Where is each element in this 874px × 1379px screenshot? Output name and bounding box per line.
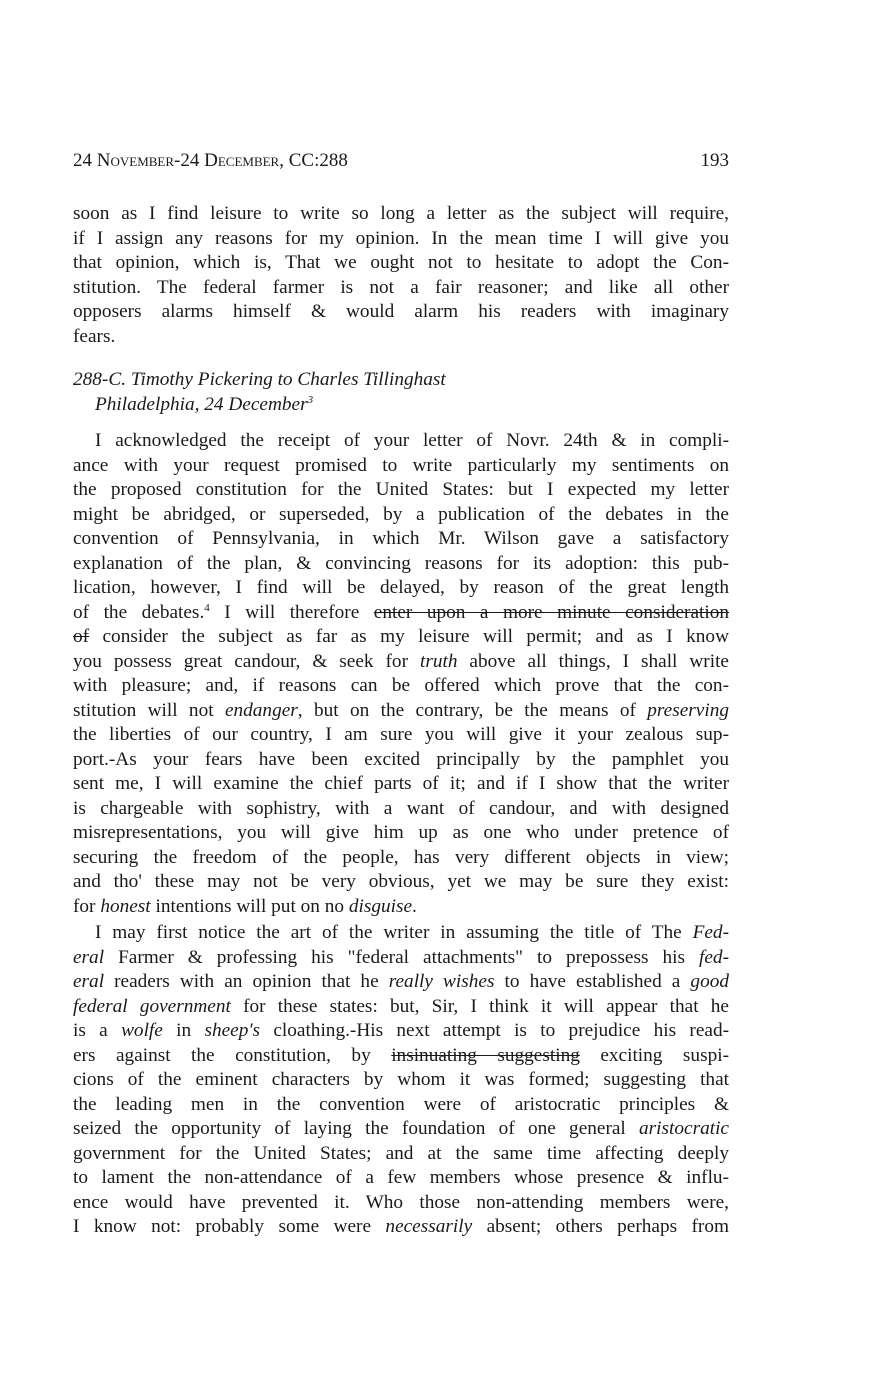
text-line: ers against the constitution, by insinuating suggesting exciting suspi- [73,1045,729,1066]
text-line: government for the United States; and at the same time affecting deeply [73,1143,729,1164]
text-line: of consider the subject as far as my leisure will permit; and as I know [73,626,729,647]
text-line: securing the freedom of the people, has very different objects in view; [73,847,729,868]
text-line: eral readers with an opinion that he really wishes to have established a good [73,971,729,992]
text-line: I know not: probably some were necessarily absent; others perhaps from [73,1216,729,1237]
footnote-ref: 3 [307,394,314,406]
text-line: that opinion, which is, That we ought not to hesitate to adopt the Con- [73,252,729,273]
text-line: to lament the non-attendance of a few members whose presence & influ- [73,1167,729,1188]
text-line: might be abridged, or superseded, by a publication of the debates in the [73,504,729,525]
text-line: ance with your request promised to write particularly my sentiments on [73,455,729,476]
text-line: stitution will not endanger, but on the contrary, be the means of preserving [73,700,729,721]
text-line: you possess great candour, & seek for truth above all things, I shall write [73,651,729,672]
text-line: is chargeable with sophistry, with a want of candour, and with designed [73,798,729,819]
text-line: I may first notice the art of the writer in assuming the title of The Fed- [95,922,729,943]
text-line: with pleasure; and, if reasons can be offered which prove that the con- [73,675,729,696]
struck-text: enter upon a more minute consideration [373,602,729,623]
text-line: for honest intentions will put on no disguise. [73,896,417,917]
text-line: if I assign any reasons for my opinion. In the mean time I will give you [73,228,729,249]
text-line: of the debates.$^4$ I will therefore enter upon a more minute consideration [73,602,729,623]
text-line: opposers alarms himself & would alarm his readers with imaginary [73,301,729,322]
document-heading: 288-C. Timothy Pickering to Charles Tillinghast [73,369,446,390]
struck-text: of [73,626,90,647]
text-line: port.-As your fears have been excited principally by the pamphlet you [73,749,729,770]
page-number: 193 [700,150,729,171]
text-line: misrepresentations, you will give him up as one who under pretence of [73,822,729,843]
struck-text: insinuating suggesting [391,1045,580,1066]
document-dateline: Philadelphia, 24 December$^3$ [95,394,314,415]
running-head-title: 24 November-24 December, CC:288 [73,150,348,171]
text-line: fears. [73,326,116,347]
text-line: stitution. The federal farmer is not a fair reasoner; and like all other [73,277,729,298]
text-line: is a wolfe in sheep's cloathing.-His next attempt is to prejudice his read- [73,1020,730,1041]
text-line: lication, however, I find will be delayed, by reason of the great length [73,577,729,598]
text-line: the leading men in the convention were of aristocratic principles & [73,1094,729,1115]
text-line: soon as I find leisure to write so long a letter as the subject will require, [73,203,729,224]
text-line: eral Farmer & professing his "federal attachments" to prepossess his fed- [73,947,729,968]
text-line: and tho' these may not be very obvious, yet we may be sure they exist: [73,871,729,892]
text-line: I acknowledged the receipt of your letter of Novr. 24th & in compli- [95,430,729,451]
text-line: the proposed constitution for the United States: but I expected my letter [73,479,729,500]
text-line: convention of Pennsylvania, in which Mr. Wilson gave a satisfactory [73,528,729,549]
footnote-ref: 4 [204,602,210,614]
text-line: ence would have prevented it. Who those non-attending members were, [73,1192,729,1213]
text-line: cions of the eminent characters by whom it was formed; suggesting that [73,1069,729,1090]
text-line: seized the opportunity of laying the foundation of one general aristocratic [73,1118,729,1139]
text-line: sent me, I will examine the chief parts of it; and if I show that the writer [73,773,729,794]
text-line: federal government for these states: but, Sir, I think it will appear that he [73,996,729,1017]
text-line: the liberties of our country, I am sure you will give it your zealous sup- [73,724,729,745]
text-line: explanation of the plan, & convincing reasons for its adoption: this pub- [73,553,729,574]
